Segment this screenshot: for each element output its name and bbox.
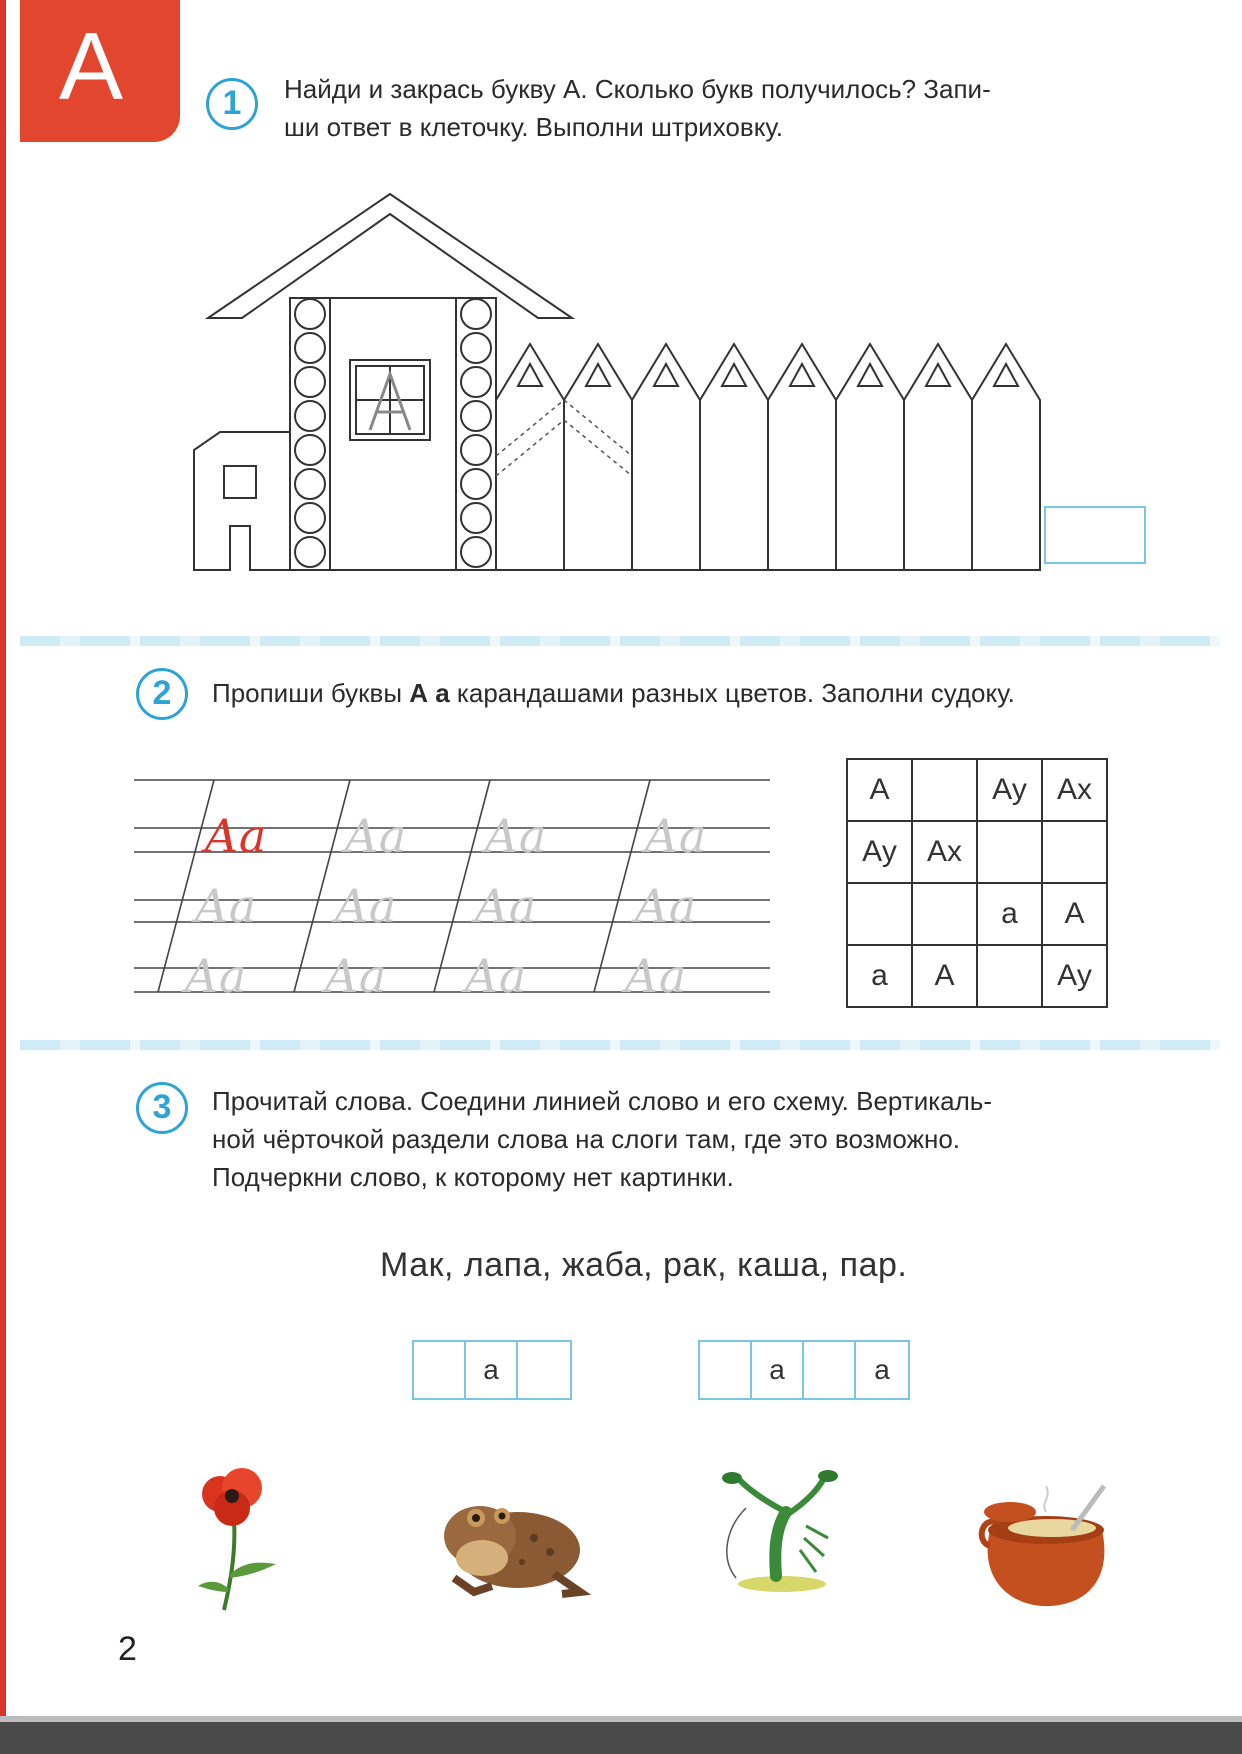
sudoku-grid — [846, 758, 1108, 1008]
task3-line2: ной чёрточкой раздели слова на слоги там, где это возможно. — [212, 1124, 961, 1154]
task2-text-bold: А а — [409, 678, 450, 708]
divider-2 — [20, 1040, 1220, 1050]
house-fence-drawing[interactable] — [180, 186, 1060, 582]
task2-number-badge: 2 — [136, 668, 188, 720]
sudoku-cell[interactable] — [912, 759, 977, 821]
task3-instructions — [212, 1082, 992, 1196]
task3-line3: Подчеркни слово, к которому нет картинки. — [212, 1162, 734, 1192]
sudoku-cell[interactable]: Ах — [912, 821, 977, 883]
sudoku-cell[interactable]: а — [847, 945, 912, 1007]
task2-text-after: карандашами разных цветов. Заполни судоку. — [449, 678, 1015, 708]
scheme-cell: а — [752, 1342, 804, 1398]
letter-tab-label: А — [58, 13, 124, 120]
sudoku-cell[interactable] — [1042, 821, 1107, 883]
toad-image[interactable] — [434, 1488, 594, 1600]
sudoku-cell[interactable]: Ах — [1042, 759, 1107, 821]
task1-line2: ши ответ в клеточку. Выполни штриховку. — [284, 112, 783, 142]
porridge-pot-image[interactable] — [972, 1476, 1122, 1612]
task1-line1: Найди и закрась букву А. Сколько букв получилось? Запи- — [284, 74, 991, 104]
logs-left — [295, 299, 325, 567]
svg-text:Аа: Аа — [624, 949, 687, 1003]
scheme-cell: а — [466, 1342, 518, 1398]
svg-text:Аа: Аа — [334, 879, 397, 933]
word-scheme-1[interactable] — [412, 1340, 572, 1400]
svg-text:Аа: Аа — [644, 809, 707, 863]
svg-text:Аа: Аа — [344, 809, 407, 863]
sudoku-cell[interactable]: А — [847, 759, 912, 821]
annex-letter-a[interactable] — [194, 432, 290, 570]
annex-window[interactable] — [224, 466, 256, 498]
divider-1 — [20, 636, 1220, 646]
scheme-cell — [518, 1342, 570, 1398]
svg-text:Аа: Аа — [634, 879, 697, 933]
house-roof[interactable] — [208, 194, 572, 318]
logs-right — [461, 299, 491, 567]
sample-letters: Аа — [204, 809, 267, 863]
scheme-cell — [414, 1342, 466, 1398]
sudoku-cell[interactable]: Ау — [977, 759, 1042, 821]
poppy-flower-image[interactable] — [190, 1464, 290, 1614]
page-bottom-shadow — [0, 1722, 1242, 1754]
word-list: Мак, лапа, жаба, рак, каша, пар. — [380, 1246, 908, 1284]
page-number: 2 — [118, 1630, 137, 1668]
task1-number-badge: 1 — [206, 78, 258, 130]
sudoku-cell[interactable] — [977, 821, 1042, 883]
task2-text-before: Пропиши буквы — [212, 678, 410, 708]
letter-tab — [20, 0, 180, 142]
sudoku-cell[interactable]: А — [1042, 883, 1107, 945]
sudoku-cell[interactable] — [977, 945, 1042, 1007]
page-edge — [0, 0, 6, 1754]
svg-text:Аа: Аа — [194, 879, 257, 933]
scheme-cell — [804, 1342, 856, 1398]
scheme-cell — [700, 1342, 752, 1398]
task1-instructions — [284, 70, 991, 146]
sudoku-cell[interactable] — [912, 883, 977, 945]
svg-text:Аа: Аа — [484, 809, 547, 863]
writing-lines[interactable] — [134, 772, 774, 1008]
word-scheme-2[interactable] — [698, 1340, 910, 1400]
svg-text:Аа: Аа — [324, 949, 387, 1003]
svg-text:Аа: Аа — [464, 949, 527, 1003]
sudoku-cell[interactable]: А — [912, 945, 977, 1007]
task3-line1: Прочитай слова. Соедини линией слово и его схему. Вертикаль- — [212, 1086, 992, 1116]
answer-box[interactable] — [1044, 506, 1146, 564]
sudoku-cell[interactable] — [847, 883, 912, 945]
task3-number-badge: 3 — [136, 1082, 188, 1134]
sudoku-cell[interactable]: Ау — [847, 821, 912, 883]
fence[interactable] — [496, 344, 1040, 570]
svg-text:Аа: Аа — [184, 949, 247, 1003]
task2-instructions — [212, 674, 1015, 712]
sudoku-cell[interactable]: Ау — [1042, 945, 1107, 1007]
scheme-cell: а — [874, 1354, 890, 1385]
svg-text:Аа: Аа — [474, 879, 537, 933]
crayfish-image[interactable] — [716, 1468, 842, 1596]
sudoku-cell[interactable]: а — [977, 883, 1042, 945]
